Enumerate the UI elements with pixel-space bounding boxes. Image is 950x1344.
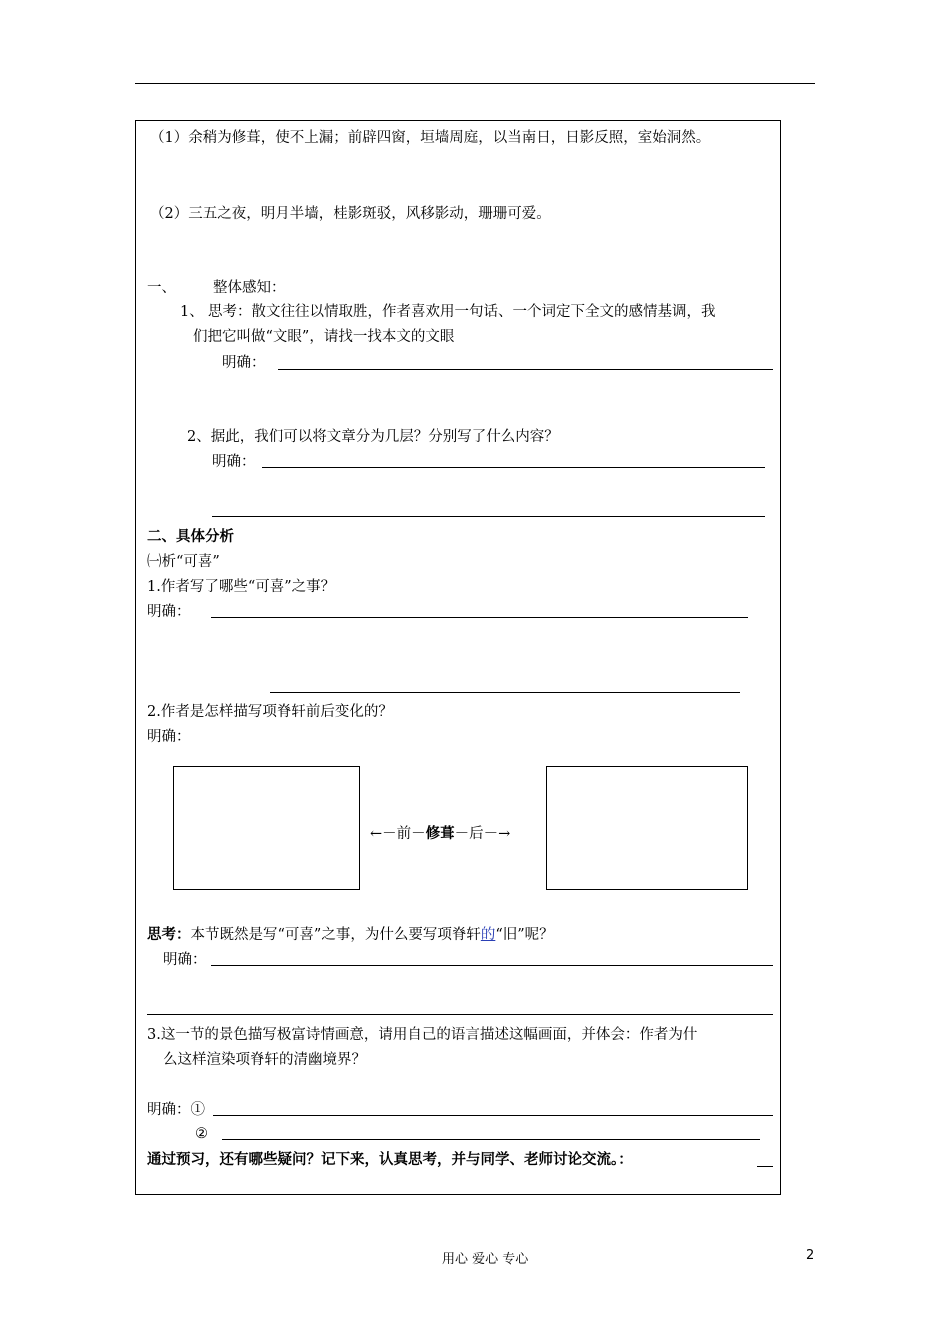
section1-q1-line2: 们把它叫做“文眼”，请找一找本文的文眼: [193, 329, 455, 345]
section2-q3-answer-2: ②: [195, 1126, 208, 1142]
answer-blank-line[interactable]: [262, 467, 765, 468]
section1-q1-number: 1、: [180, 304, 204, 320]
section2-q1: 1.作者写了哪些“可喜”之事？: [147, 579, 336, 595]
answer-blank-line[interactable]: [278, 369, 773, 370]
think-link[interactable]: 的: [480, 927, 496, 943]
quote-2: （2）三五之夜，明月半墙，桂影斑驳，风移影动，珊珊可爱。: [150, 206, 551, 222]
section1-q1-line1: 思考：散文往往以情取胜，作者喜欢用一句话、一个词定下全文的感情基调，我: [208, 304, 716, 320]
left-arrow-icon: ←: [370, 826, 383, 842]
answer-blank-line[interactable]: [212, 516, 765, 517]
section2-q3-line1: 3.这一节的景色描写极富诗情画意，请用自己的语言描述这幅画面，并体会：作者为什: [147, 1027, 698, 1043]
answer-blank-line[interactable]: [270, 692, 740, 693]
before-answer-box[interactable]: [173, 766, 360, 890]
section1-title: 整体感知：: [213, 280, 286, 296]
page-number: 2: [806, 1248, 815, 1263]
diagram-label: [370, 824, 510, 844]
right-arrow-icon: →: [498, 826, 511, 842]
answer-blank-line[interactable]: [213, 1115, 773, 1116]
section2-q2-answer-label: 明确：: [147, 729, 191, 745]
section2-q1-answer-label: 明确：: [147, 604, 191, 620]
diagram-dash: －: [454, 826, 470, 842]
answer-blank-line[interactable]: [211, 965, 773, 966]
diagram-dash: －: [483, 826, 499, 842]
think-text-a: 本节既然是写“可喜”之事，为什么要写项脊轩: [190, 927, 481, 943]
section1-q1-answer-label: 明确：: [222, 355, 266, 371]
section1-q2-answer-label: 明确：: [212, 454, 256, 470]
section1-q2: 2、据此，我们可以将文章分为几层？分别写了什么内容？: [187, 429, 559, 445]
after-answer-box[interactable]: [546, 766, 748, 890]
diagram-center: 修葺: [425, 825, 455, 842]
section2-q2: 2.作者是怎样描写项脊轩前后变化的？: [147, 704, 393, 720]
diagram-dash: －: [411, 826, 426, 842]
closing-prompt: 通过预习，还有哪些疑问？记下来，认真思考，并与同学、老师讨论交流。：: [147, 1151, 633, 1168]
answer-blank-line[interactable]: [211, 617, 748, 618]
section2-q3-line2: 么这样渲染项脊轩的清幽境界？: [163, 1052, 366, 1068]
think-label: 思考：: [147, 926, 191, 943]
answer-blank-line[interactable]: [222, 1139, 760, 1140]
section1-number: 一、: [147, 280, 176, 296]
diagram-after: 后: [469, 826, 484, 842]
think-text-b: “旧”呢？: [495, 927, 554, 943]
answer-blank-line[interactable]: [147, 1014, 773, 1015]
think-answer-label: 明确：: [163, 952, 207, 968]
diagram-before: 前: [396, 826, 412, 842]
quote-1: （1）余稍为修葺，使不上漏；前辟四窗，垣墙周庭，以当南日，日影反照，室始洞然。: [150, 130, 711, 146]
footer-motto: 用心 爱心 专心: [442, 1252, 529, 1267]
section2-title: 二、具体分析: [147, 528, 234, 545]
section2-subtitle: ㈠析“可喜”: [147, 554, 220, 570]
header-rule: [135, 83, 815, 84]
section2-q3-answer-label: 明确：①: [147, 1102, 205, 1118]
diagram-dash: －: [382, 826, 397, 842]
answer-blank-line[interactable]: [757, 1166, 773, 1167]
think-question: [147, 925, 554, 945]
